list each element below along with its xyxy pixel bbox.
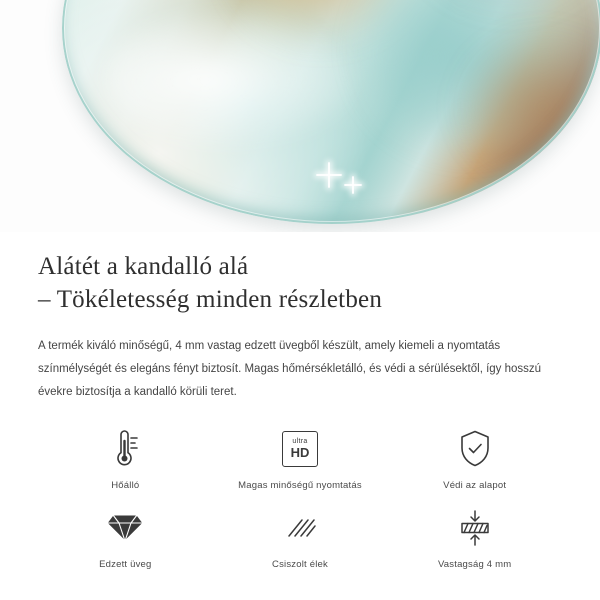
feature-label: Csiszolt élek <box>272 558 328 570</box>
feature-label: Vastagság 4 mm <box>437 558 512 570</box>
ultra-hd-badge-bottom: HD <box>290 445 310 460</box>
feature-grid <box>38 426 562 570</box>
feature-label: Edzett üveg <box>99 558 152 570</box>
feature-label: Hőálló <box>111 479 140 491</box>
diamond-icon <box>105 505 145 551</box>
feature-item-thickness <box>387 505 562 570</box>
content-area <box>0 250 600 570</box>
feature-label: Magas minőségű nyomtatás <box>238 479 362 491</box>
feature-item-surface-protection <box>387 426 562 491</box>
feature-item-tempered-glass <box>38 505 213 570</box>
hero-image <box>0 0 600 232</box>
feature-item-heat-resistant <box>38 426 213 491</box>
description-paragraph: A termék kiváló minőségű, 4 mm vastag edzett üvegből készült, amely kiemeli a nyomtatás színmélységét és elegáns fényt biztosít. Magas hőmérsékletálló, és védi a sérülésektől, így hosszú évekre biztosítja a kandalló körüli teret. <box>38 339 542 398</box>
polished-edge-icon <box>282 505 318 551</box>
shield-check-icon <box>457 426 493 472</box>
thermometer-icon <box>108 426 142 472</box>
ultra-hd-badge-top: ultra <box>292 438 308 445</box>
thickness-icon <box>455 505 495 551</box>
feature-item-polished-edges <box>213 505 388 570</box>
ultra-hd-icon <box>282 426 318 472</box>
headline-line-2: – Tökéletesség minden részletben <box>38 286 383 314</box>
headline-line-1: Alátét a kandalló alá <box>38 253 249 280</box>
page-title <box>38 250 562 317</box>
feature-label: Védi az alapot <box>443 479 507 491</box>
feature-item-print-quality <box>213 426 388 491</box>
